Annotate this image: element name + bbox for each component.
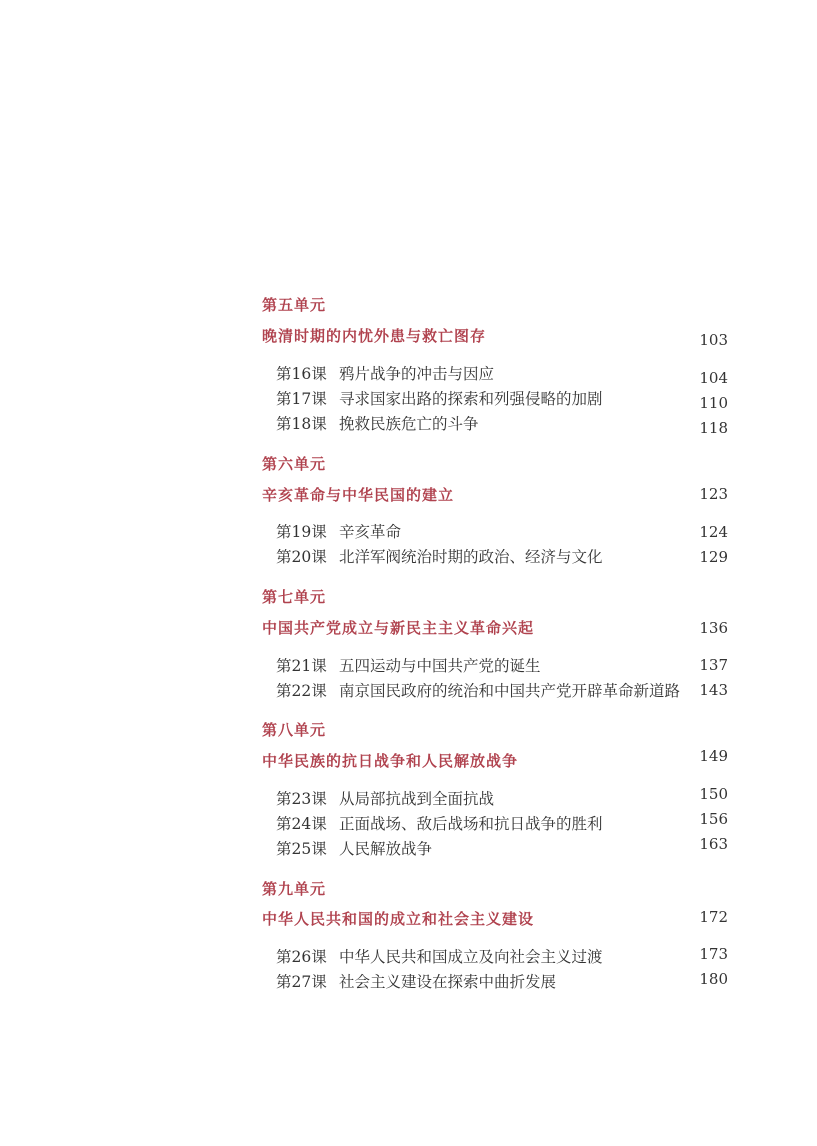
lesson-number: 第21课 <box>276 657 327 675</box>
unit-label: 第六单元 <box>262 455 327 473</box>
unit-title[interactable]: 晚清时期的内忧外患与救亡图存 <box>262 327 487 345</box>
unit-page-number: 136 <box>699 619 728 637</box>
unit-label: 第七单元 <box>262 588 327 606</box>
lesson-number: 第23课 <box>276 790 327 808</box>
lesson-number: 第17课 <box>276 390 327 408</box>
unit-title[interactable]: 中华民族的抗日战争和人民解放战争 <box>262 752 519 770</box>
lesson-title[interactable]: 北洋军阀统治时期的政治、经济与文化 <box>339 548 603 566</box>
lesson-title[interactable]: 挽救民族危亡的斗争 <box>339 415 479 433</box>
lesson-page-number: 110 <box>699 394 728 412</box>
lesson-title[interactable]: 五四运动与中国共产党的诞生 <box>339 657 541 675</box>
lesson-number: 第18课 <box>276 415 327 433</box>
unit-title[interactable]: 辛亥革命与中华民国的建立 <box>262 486 455 504</box>
lesson-title[interactable]: 从局部抗战到全面抗战 <box>339 790 495 808</box>
lesson-page-number: 150 <box>699 785 728 803</box>
lesson-page-number: 104 <box>699 369 728 387</box>
lesson-number: 第19课 <box>276 523 327 541</box>
lesson-page-number: 118 <box>699 419 728 437</box>
unit-label: 第五单元 <box>262 296 327 314</box>
unit-page-number: 123 <box>699 485 728 503</box>
lesson-number: 第16课 <box>276 365 327 383</box>
unit-page-number: 149 <box>699 747 728 765</box>
unit-label: 第八单元 <box>262 721 327 739</box>
lesson-page-number: 124 <box>699 523 728 541</box>
lesson-number: 第24课 <box>276 815 327 833</box>
lesson-page-number: 173 <box>699 945 728 963</box>
lesson-number: 第25课 <box>276 840 327 858</box>
lesson-title[interactable]: 正面战场、敌后战场和抗日战争的胜利 <box>339 815 603 833</box>
lesson-page-number: 163 <box>699 835 728 853</box>
lesson-number: 第20课 <box>276 548 327 566</box>
unit-title[interactable]: 中华人民共和国的成立和社会主义建设 <box>262 910 535 928</box>
lesson-page-number: 143 <box>699 681 728 699</box>
lesson-number: 第26课 <box>276 948 327 966</box>
unit-label: 第九单元 <box>262 880 327 898</box>
lesson-title[interactable]: 辛亥革命 <box>339 523 402 541</box>
unit-title[interactable]: 中国共产党成立与新民主主义革命兴起 <box>262 619 535 637</box>
lesson-title[interactable]: 社会主义建设在探索中曲折发展 <box>339 973 557 991</box>
lesson-page-number: 156 <box>699 810 728 828</box>
lesson-page-number: 180 <box>699 970 728 988</box>
lesson-title[interactable]: 中华人民共和国成立及向社会主义过渡 <box>339 948 603 966</box>
lesson-title[interactable]: 鸦片战争的冲击与因应 <box>339 365 495 383</box>
lesson-title[interactable]: 人民解放战争 <box>339 840 433 858</box>
lesson-title[interactable]: 寻求国家出路的探索和列强侵略的加剧 <box>339 390 603 408</box>
lesson-title[interactable]: 南京国民政府的统治和中国共产党开辟革命新道路 <box>339 682 681 700</box>
unit-page-number: 172 <box>699 908 728 926</box>
lesson-page-number: 137 <box>699 656 728 674</box>
lesson-page-number: 129 <box>699 548 728 566</box>
lesson-number: 第22课 <box>276 682 327 700</box>
lesson-number: 第27课 <box>276 973 327 991</box>
unit-page-number: 103 <box>699 331 728 349</box>
